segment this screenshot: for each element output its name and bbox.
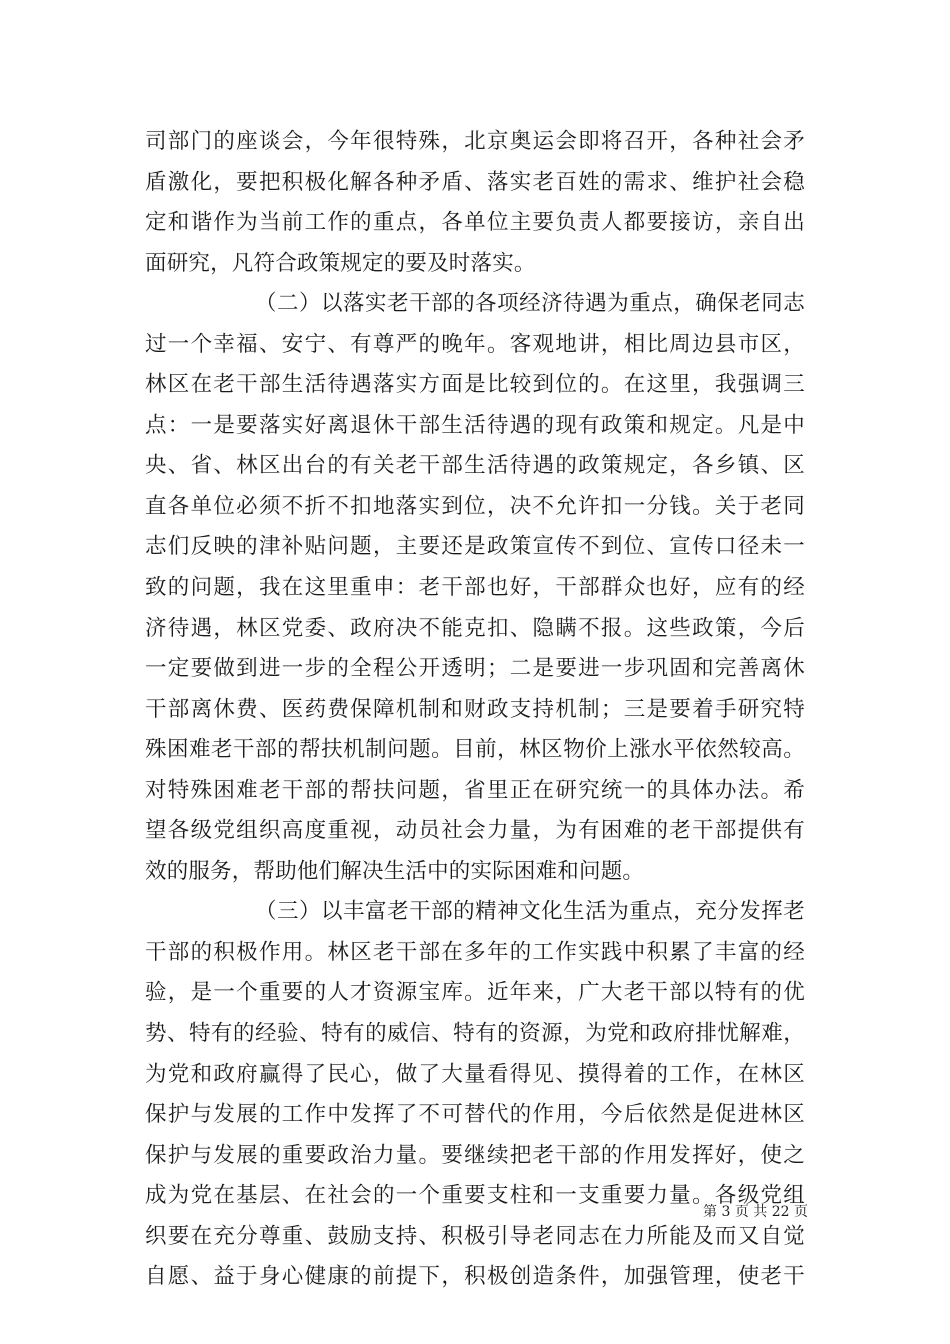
text-line: 保护与发展的重要政治力量。要继续把老干部的作用发挥好，使之 — [145, 1142, 805, 1168]
text-line: 致的问题，我在这里重申：老干部也好，干部群众也好，应有的经 — [145, 575, 805, 601]
text-line: 点：一是要落实好离退休干部生活待遇的现有政策和规定。凡是中 — [145, 412, 805, 438]
text-line: （三）以丰富老干部的精神文化生活为重点，充分发挥老 — [255, 899, 805, 925]
text-line: 验，是一个重要的人才资源宝库。近年来，广大老干部以特有的优 — [145, 980, 805, 1006]
text-line: 定和谐作为当前工作的重点，各单位主要负责人都要接访，亲自出 — [145, 210, 805, 236]
text-line: 对特殊困难老干部的帮扶问题，省里正在研究统一的具体办法。希 — [145, 777, 805, 803]
text-line: 司部门的座谈会，今年很特殊，北京奥运会即将召开，各种社会矛 — [145, 129, 805, 154]
text-line: 盾激化，要把积极化解各种矛盾、落实老百姓的需求、维护社会稳 — [145, 169, 805, 195]
text-line: 林区在老干部生活待遇落实方面是比较到位的。在这里，我强调三 — [145, 372, 805, 398]
text-line: 面研究，凡符合政策规定的要及时落实。 — [145, 250, 536, 276]
page-number-footer: 第 3 页 共 22 页 — [703, 1204, 808, 1220]
text-line: 为党和政府赢得了民心，做了大量看得见、摸得着的工作，在林区 — [145, 1061, 805, 1087]
text-line: 直各单位必须不折不扣地落实到位，决不允许扣一分钱。关于老同 — [145, 493, 805, 519]
text-line: 成为党在基层、在社会的一个重要支柱和一支重要力量。各级党组 — [145, 1183, 805, 1209]
text-line: 央、省、林区出台的有关老干部生活待遇的政策规定，各乡镇、区 — [145, 453, 805, 479]
text-line: 一定要做到进一步的全程公开透明；二是要进一步巩固和完善离休 — [145, 656, 805, 682]
text-line: 势、特有的经验、特有的威信、特有的资源，为党和政府排忧解难， — [145, 1021, 805, 1047]
text-line: 济待遇，林区党委、政府决不能克扣、隐瞒不报。这些政策，今后 — [145, 615, 805, 641]
text-line: 保护与发展的工作中发挥了不可替代的作用，今后依然是促进林区 — [145, 1102, 805, 1128]
text-line: 过一个幸福、安宁、有尊严的晚年。客观地讲，相比周边县市区， — [145, 331, 805, 357]
text-line: 志们反映的津补贴问题，主要还是政策宣传不到位、宣传口径未一 — [145, 534, 805, 560]
text-line: 效的服务，帮助他们解决生活中的实际困难和问题。 — [145, 858, 645, 884]
text-line: 殊困难老干部的帮扶机制问题。目前，林区物价上涨水平依然较高。 — [145, 737, 805, 763]
text-line: 织要在充分尊重、鼓励支持、积极引导老同志在力所能及而又自觉 — [145, 1223, 805, 1249]
body-text — [145, 122, 805, 1298]
text-line: 干部的积极作用。林区老干部在多年的工作实践中积累了丰富的经 — [145, 939, 805, 965]
text-line: 自愿、益于身心健康的前提下，积极创造条件，加强管理，使老干 — [145, 1264, 805, 1290]
text-line: （二）以落实老干部的各项经济待遇为重点，确保老同志 — [255, 291, 805, 317]
text-line: 干部离休费、医药费保障机制和财政支持机制；三是要着手研究特 — [145, 696, 805, 722]
text-line: 望各级党组织高度重视，动员社会力量，为有困难的老干部提供有 — [145, 818, 805, 844]
